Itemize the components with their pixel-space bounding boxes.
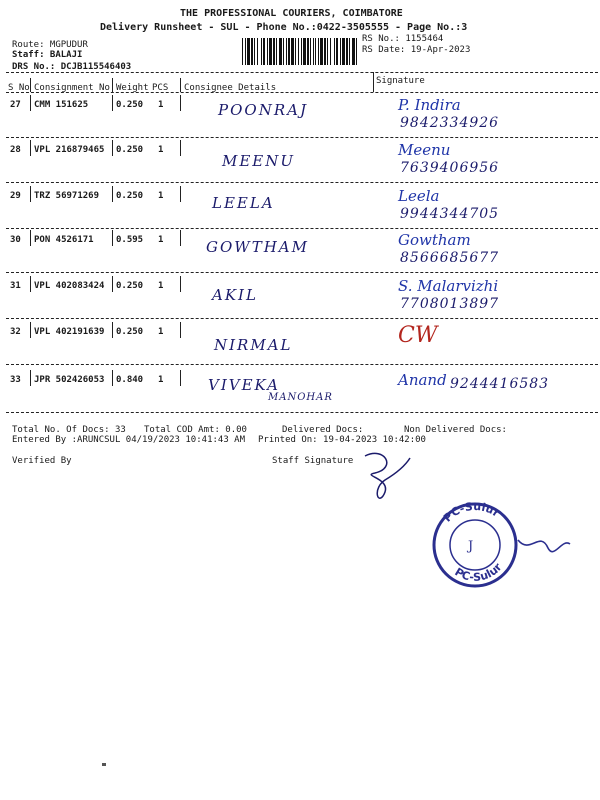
barcode-bar bbox=[301, 38, 302, 65]
row-pcs: 1 bbox=[158, 281, 164, 291]
row-consignee-handwritten: GOWTHAM bbox=[206, 238, 309, 256]
row-consignment-no: VPL 402083424 bbox=[34, 281, 105, 291]
row-weight: 0.250 bbox=[116, 327, 144, 337]
col-header-consignment: Consignment No bbox=[34, 83, 110, 93]
row-consignee-handwritten: POONRAJ bbox=[218, 101, 308, 119]
row-pcs: 1 bbox=[158, 327, 164, 337]
barcode-bar bbox=[286, 38, 287, 65]
col-header-consignee: Consignee Details bbox=[184, 83, 277, 93]
row-consignment-no: TRZ 56971269 bbox=[34, 191, 100, 201]
barcode-bar bbox=[295, 38, 296, 65]
col-divider bbox=[30, 140, 31, 156]
stamp-center-text: J bbox=[468, 539, 474, 554]
col-divider bbox=[30, 95, 31, 111]
barcode-bar bbox=[269, 38, 272, 65]
barcode-bar bbox=[336, 38, 338, 65]
row-pcs: 1 bbox=[158, 375, 164, 385]
barcode-bar bbox=[263, 38, 265, 65]
barcode-bar bbox=[251, 38, 253, 65]
col-divider bbox=[112, 370, 113, 386]
col-divider bbox=[112, 322, 113, 338]
col-divider bbox=[30, 78, 31, 92]
total-cod: Total COD Amt: 0.00 bbox=[144, 425, 247, 435]
barcode-bar bbox=[349, 38, 350, 65]
col-header-weight: Weight bbox=[116, 83, 149, 93]
office-stamp bbox=[430, 500, 600, 590]
row-pcs: 1 bbox=[158, 191, 164, 201]
row-consignee-handwritten: LEELA bbox=[212, 194, 275, 212]
staff-signature-label: Staff Signature bbox=[272, 456, 354, 466]
barcode-bar bbox=[261, 38, 262, 65]
printed-on: Printed On: 19-04-2023 10:42:00 bbox=[258, 435, 426, 445]
row-consignee-handwritten: NIRMAL bbox=[214, 336, 293, 354]
barcode-bar bbox=[257, 38, 258, 65]
non-delivered-docs: Non Delivered Docs: bbox=[404, 425, 507, 435]
barcode-bar bbox=[247, 38, 250, 65]
row-sno: 28 bbox=[10, 145, 21, 155]
col-divider bbox=[180, 370, 181, 386]
col-divider bbox=[30, 230, 31, 246]
col-divider bbox=[180, 230, 181, 246]
col-divider bbox=[373, 72, 374, 92]
row-consignee-handwritten: MEENU bbox=[222, 152, 296, 170]
row-consignment-no: VPL 216879465 bbox=[34, 145, 105, 155]
row-consignee-handwritten: AKIL bbox=[212, 286, 258, 304]
col-divider bbox=[30, 186, 31, 202]
row-sno: 27 bbox=[10, 100, 21, 110]
row-pcs: 1 bbox=[158, 145, 164, 155]
row-signature: Meenu bbox=[398, 141, 451, 159]
barcode-bar bbox=[313, 38, 314, 65]
barcode-bar bbox=[327, 38, 328, 65]
col-divider bbox=[180, 276, 181, 292]
row-pcs: 1 bbox=[158, 235, 164, 245]
barcode-bar bbox=[291, 38, 294, 65]
barcode bbox=[242, 38, 357, 65]
table-top-rule bbox=[6, 72, 598, 73]
row-separator bbox=[6, 182, 598, 183]
row-weight: 0.840 bbox=[116, 375, 144, 385]
barcode-bar bbox=[288, 38, 290, 65]
barcode-bar bbox=[315, 38, 316, 65]
row-signature-phone: 7639406956 bbox=[400, 160, 500, 176]
barcode-bar bbox=[242, 38, 243, 65]
company-name: THE PROFESSIONAL COURIERS, COIMBATORE bbox=[180, 8, 403, 19]
row-separator bbox=[6, 364, 598, 365]
rs-number: RS No.: 1155464 bbox=[362, 34, 444, 44]
col-divider bbox=[180, 186, 181, 202]
row-weight: 0.250 bbox=[116, 281, 144, 291]
row-signature-phone: 8566685677 bbox=[400, 250, 500, 266]
barcode-bar bbox=[352, 38, 355, 65]
col-header-sno: S No bbox=[8, 83, 30, 93]
barcode-bar bbox=[279, 38, 282, 65]
barcode-bar bbox=[318, 38, 319, 65]
row-separator bbox=[6, 228, 598, 229]
row-separator bbox=[6, 412, 598, 413]
row-sno: 33 bbox=[10, 375, 21, 385]
row-sno: 31 bbox=[10, 281, 21, 291]
row-signature: CW bbox=[398, 323, 438, 348]
col-divider bbox=[180, 322, 181, 338]
stamp-bottom-text: PC-Sulur bbox=[452, 560, 505, 585]
col-divider bbox=[112, 186, 113, 202]
staff-signature-scribble bbox=[355, 448, 415, 508]
barcode-bar bbox=[334, 38, 335, 65]
total-docs: Total No. Of Docs: 33 bbox=[12, 425, 126, 435]
row-separator bbox=[6, 272, 598, 273]
row-signature-phone: 9244416583 bbox=[450, 376, 550, 392]
row-sno: 29 bbox=[10, 191, 21, 201]
barcode-bar bbox=[310, 38, 311, 65]
barcode-bar bbox=[267, 38, 268, 65]
barcode-bar bbox=[283, 38, 284, 65]
row-signature: P. Indira bbox=[398, 96, 461, 114]
entered-by: Entered By :ARUNCSUL 04/19/2023 10:41:43 AM bbox=[12, 435, 245, 445]
barcode-bar bbox=[356, 38, 357, 65]
col-divider bbox=[112, 140, 113, 156]
row-signature: Anand bbox=[398, 371, 447, 389]
scan-speck bbox=[102, 763, 106, 766]
row-signature-phone: 9944344705 bbox=[400, 206, 500, 222]
barcode-bar bbox=[340, 38, 341, 65]
row-pcs: 1 bbox=[158, 100, 164, 110]
col-divider bbox=[180, 140, 181, 156]
row-consignment-no: VPL 402191639 bbox=[34, 327, 105, 337]
barcode-bar bbox=[342, 38, 345, 65]
barcode-bar bbox=[303, 38, 306, 65]
stamp-signature bbox=[518, 540, 570, 552]
row-consignment-no: JPR 502426053 bbox=[34, 375, 105, 385]
col-divider bbox=[180, 78, 181, 92]
row-sno: 32 bbox=[10, 327, 21, 337]
col-divider bbox=[112, 230, 113, 246]
col-divider bbox=[30, 276, 31, 292]
row-consignment-no: PON 4526171 bbox=[34, 235, 94, 245]
route-label: Route: MGPUDUR bbox=[12, 40, 88, 50]
row-consignment-no: CMM 151625 bbox=[34, 100, 89, 110]
col-divider bbox=[30, 370, 31, 386]
row-signature-phone: 7708013897 bbox=[400, 296, 500, 312]
barcode-bar bbox=[330, 38, 331, 65]
runsheet-subtitle: Delivery Runsheet - SUL - Phone No.:0422-3505555 - Page No.:3 bbox=[100, 22, 468, 33]
barcode-bar bbox=[276, 38, 277, 65]
delivered-docs: Delivered Docs: bbox=[282, 425, 364, 435]
row-consignee-handwritten: VIVEKA bbox=[208, 376, 280, 394]
barcode-bar bbox=[320, 38, 323, 65]
row-signature-phone: 9842334926 bbox=[400, 115, 500, 131]
stamp-top-text: PC-Sulur bbox=[440, 500, 503, 525]
col-header-signature: Signature bbox=[376, 76, 425, 86]
row-signature: S. Malarvizhi bbox=[398, 277, 499, 295]
row-sno: 30 bbox=[10, 235, 21, 245]
barcode-bar bbox=[346, 38, 348, 65]
row-weight: 0.595 bbox=[116, 235, 144, 245]
row-weight: 0.250 bbox=[116, 191, 144, 201]
staff-label: Staff: BALAJI bbox=[12, 50, 83, 60]
col-divider bbox=[112, 78, 113, 92]
drs-number: DRS No.: DCJB115546403 bbox=[12, 62, 132, 72]
barcode-bar bbox=[254, 38, 255, 65]
col-divider bbox=[112, 95, 113, 111]
rs-date: RS Date: 19-Apr-2023 bbox=[362, 45, 471, 55]
row-weight: 0.250 bbox=[116, 145, 144, 155]
barcode-bar bbox=[298, 38, 299, 65]
barcode-bar bbox=[245, 38, 246, 65]
barcode-bar bbox=[307, 38, 309, 65]
row-separator bbox=[6, 137, 598, 138]
barcode-bar bbox=[273, 38, 275, 65]
col-divider bbox=[180, 95, 181, 111]
row-separator bbox=[6, 318, 598, 319]
col-header-pcs: PCS bbox=[152, 83, 169, 93]
col-divider bbox=[112, 276, 113, 292]
row-signature: Leela bbox=[398, 187, 440, 205]
row-weight: 0.250 bbox=[116, 100, 144, 110]
barcode-bar bbox=[324, 38, 326, 65]
verified-by: Verified By bbox=[12, 456, 72, 466]
row-consignee-handwritten-2: MANOHAR bbox=[268, 392, 333, 403]
row-signature: Gowtham bbox=[398, 231, 471, 249]
col-divider bbox=[30, 322, 31, 338]
